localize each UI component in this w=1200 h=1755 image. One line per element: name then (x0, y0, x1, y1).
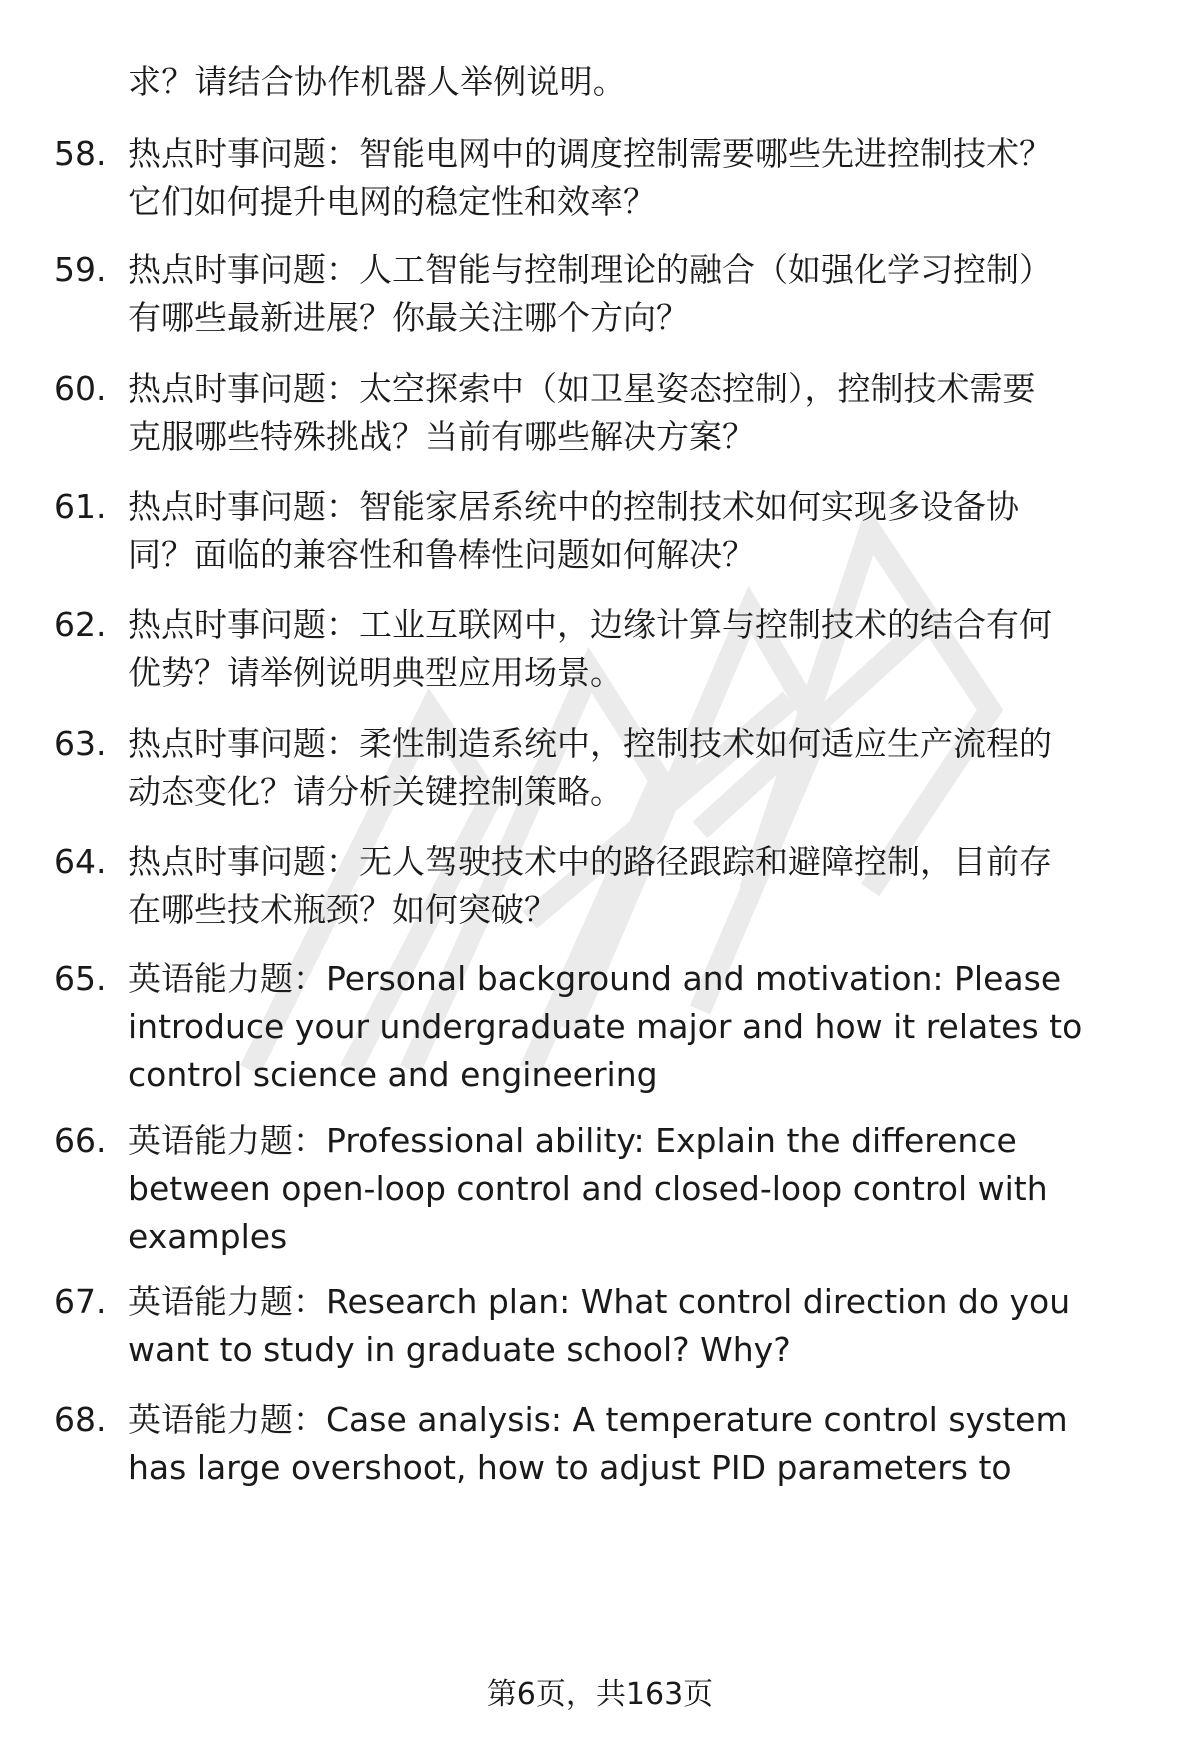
question-text (128, 720, 1138, 816)
question-line: 英语能力题：Research plan: What control direction do you (128, 1282, 1071, 1321)
question-line: 英语能力题：Personal background and motivation: Please (128, 959, 1062, 998)
question-line: 热点时事问题：无人驾驶技术中的路径跟踪和避障控制，目前存 (128, 842, 1052, 881)
question-line: 在哪些技术瓶颈？如何突破？ (128, 890, 557, 929)
question-line: 热点时事问题：智能家居系统中的控制技术如何实现多设备协 (128, 487, 1019, 526)
question-number: 64. (54, 842, 107, 881)
question-line: examples (128, 1217, 288, 1256)
question-line: 英语能力题：Case analysis: A temperature control system (128, 1400, 1068, 1439)
question-text (128, 1396, 1138, 1492)
question-line: want to study in graduate school? Why? (128, 1330, 791, 1369)
question-number: 58. (54, 134, 107, 173)
question-line: 动态变化？请分析关键控制策略。 (128, 772, 623, 811)
page-number-footer: 第6页，共163页 (486, 1677, 714, 1712)
question-number: 65. (54, 959, 107, 998)
question-line: between open-loop control and closed-loop control with (128, 1169, 1048, 1208)
question-line: 英语能力题：Professional ability: Explain the difference (128, 1121, 1017, 1160)
question-number: 63. (54, 724, 107, 763)
question-line: 热点时事问题：人工智能与控制理论的融合（如强化学习控制） (128, 250, 1052, 289)
question-line: 热点时事问题：工业互联网中，边缘计算与控制技术的结合有何 (128, 605, 1052, 644)
question-number: 62. (54, 605, 107, 644)
question-line: 优势？请举例说明典型应用场景。 (128, 653, 623, 692)
question-line: 热点时事问题：太空探索中（如卫星姿态控制），控制技术需要 (128, 369, 1036, 408)
question-text (128, 483, 1138, 579)
question-text (128, 955, 1138, 1099)
question-line: control science and engineering (128, 1055, 658, 1094)
question-text (128, 838, 1138, 934)
question-line: has large overshoot, how to adjust PID parameters to (128, 1448, 1012, 1487)
question-line: 同？面临的兼容性和鲁棒性问题如何解决？ (128, 535, 755, 574)
question-text (128, 365, 1138, 461)
question-number: 68. (54, 1400, 107, 1439)
question-number: 61. (54, 487, 107, 526)
question-text (128, 1278, 1138, 1374)
question-text (128, 130, 1138, 226)
question-number: 66. (54, 1121, 107, 1160)
question-line: 克服哪些特殊挑战？当前有哪些解决方案？ (128, 417, 755, 456)
question-number: 59. (54, 250, 107, 289)
question-line: 热点时事问题：柔性制造系统中，控制技术如何适应生产流程的 (128, 724, 1052, 763)
question-text (128, 1117, 1138, 1261)
question-number: 60. (54, 369, 107, 408)
question-line: 它们如何提升电网的稳定性和效率？ (128, 182, 656, 221)
question-continuation: 求？请结合协作机器人举例说明。 (128, 62, 626, 101)
question-line: 有哪些最新进展？你最关注哪个方向？ (128, 298, 689, 337)
question-text (128, 246, 1138, 342)
question-text (128, 601, 1138, 697)
question-line: introduce your undergraduate major and how it relates to (128, 1007, 1083, 1046)
question-line: 热点时事问题：智能电网中的调度控制需要哪些先进控制技术？ (128, 134, 1052, 173)
question-number: 67. (54, 1282, 107, 1321)
